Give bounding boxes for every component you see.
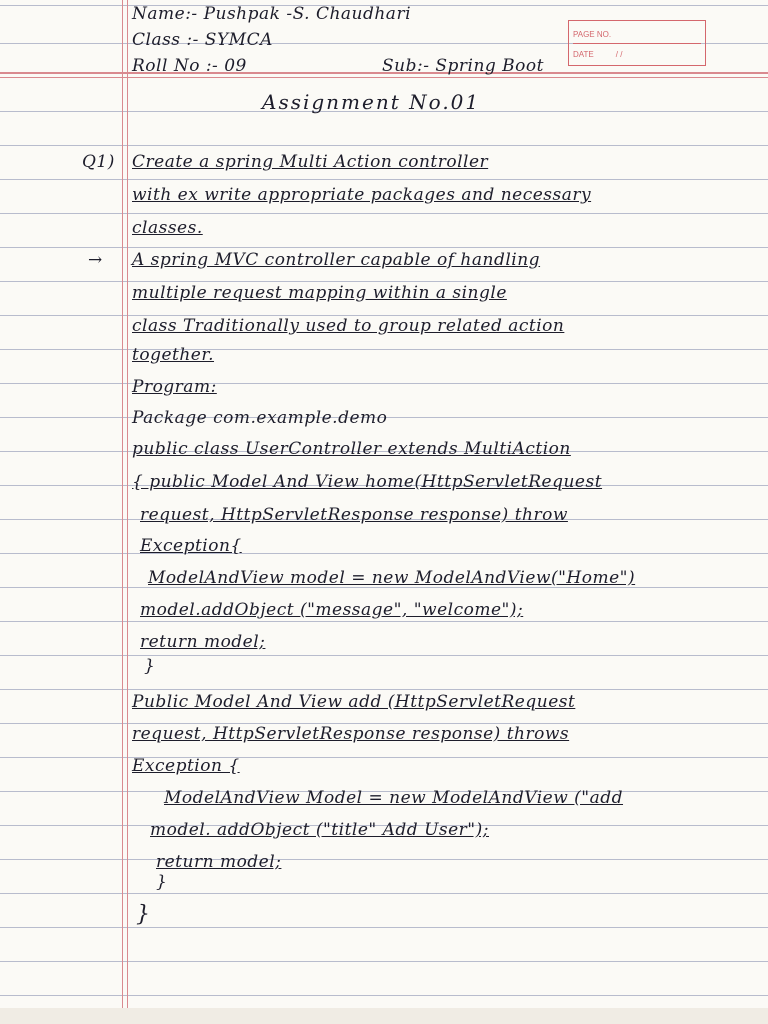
question-line: classes. — [132, 218, 203, 238]
code-line: request, HttpServletResponse response) throw — [140, 505, 568, 525]
margin-line — [122, 0, 123, 1024]
code-line: { public Model And View home(HttpServletRequest — [132, 472, 603, 492]
subject: Sub:- Spring Boot — [382, 56, 544, 76]
answer-line: class Traditionally used to group related action — [132, 316, 565, 336]
date-row — [573, 45, 701, 63]
code-line: request, HttpServletResponse response) throws — [132, 724, 570, 744]
code-line: model. addObject ("title" Add User"); — [150, 820, 489, 840]
code-line: } — [144, 656, 156, 676]
answer-line: together. — [132, 345, 215, 365]
assignment-title: Assignment No.01 — [262, 90, 481, 114]
code-line: } — [136, 902, 151, 927]
question-number: Q1) — [82, 152, 115, 172]
margin-line — [127, 0, 128, 1024]
answer-line: multiple request mapping within a single — [132, 283, 507, 303]
question-line: with ex write appropriate packages and necessary — [132, 185, 592, 205]
page-no-row — [573, 25, 701, 44]
page-date-stamp — [568, 20, 706, 66]
code-line: return model; — [140, 632, 266, 652]
header-separator — [0, 77, 768, 78]
code-line: model.addObject ("message", "welcome"); — [140, 600, 524, 620]
code-line: return model; — [156, 852, 282, 872]
answer-line: A spring MVC controller capable of handling — [132, 250, 541, 270]
student-name: Name:- Pushpak -S. Chaudhari — [132, 4, 412, 24]
roll-number: Roll No :- 09 — [132, 56, 247, 76]
code-line: ModelAndView Model = new ModelAndView ("add — [164, 788, 624, 808]
code-line: Public Model And View add (HttpServletRequest — [132, 692, 576, 712]
code-line: } — [156, 872, 168, 892]
code-line: Exception { — [132, 756, 240, 776]
question-line: Create a spring Multi Action controller — [132, 152, 489, 172]
code-line: public class UserController extends MultiAction — [132, 439, 571, 459]
program-heading: Program: — [132, 377, 217, 397]
student-class: Class :- SYMCA — [132, 30, 273, 50]
page-no-label: PAGE NO. — [573, 29, 612, 39]
code-line: Exception{ — [140, 536, 242, 556]
code-line: Package com.example.demo — [132, 408, 388, 428]
code-line: ModelAndView model = new ModelAndView("Home") — [148, 568, 636, 588]
page-bottom-edge — [0, 1008, 768, 1024]
date-label: DATE — [573, 49, 594, 59]
answer-arrow: → — [88, 250, 103, 270]
date-separator: / / — [615, 49, 623, 59]
